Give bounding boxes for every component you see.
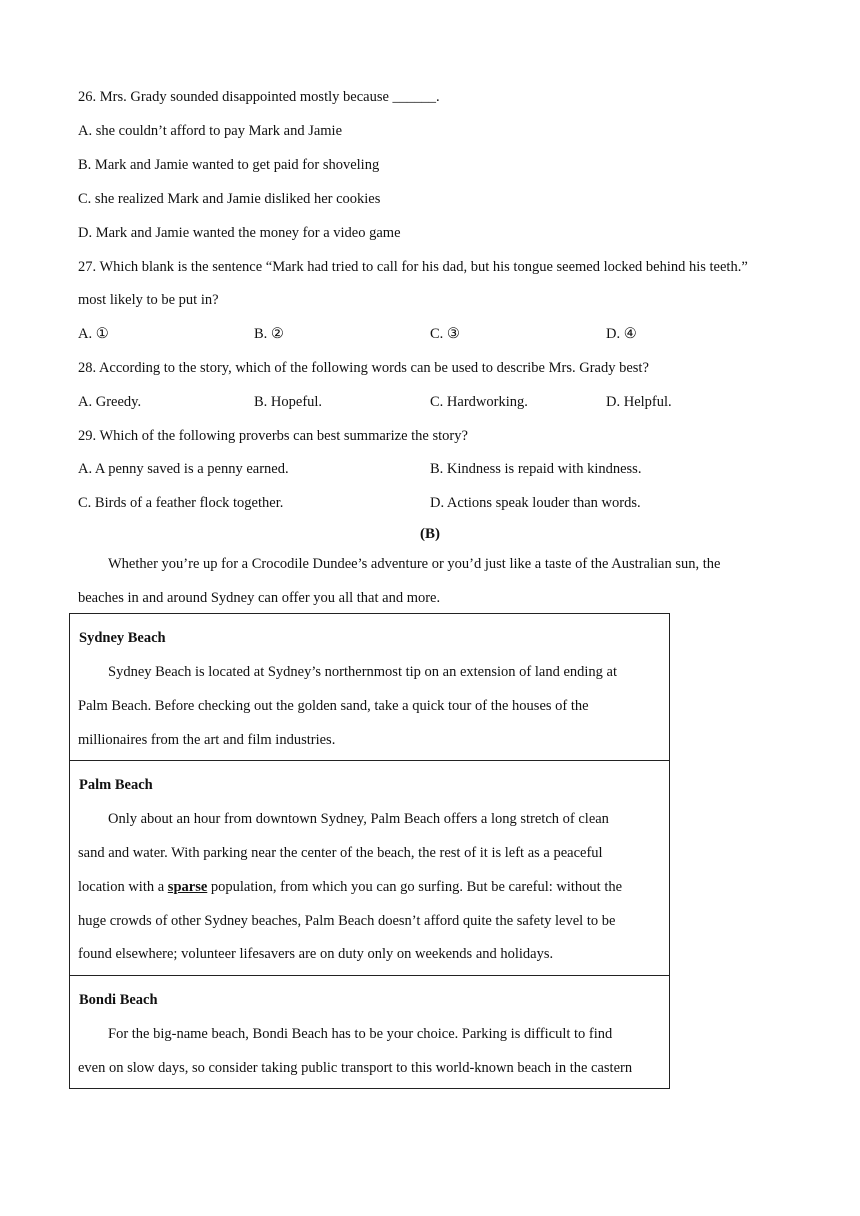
- question-29-option-b: B. Kindness is repaid with kindness.: [430, 461, 642, 477]
- question-28-stem: 28. According to the story, which of the following words can be used to describe Mrs. Grady best?: [78, 360, 649, 376]
- sydney-beach-line1: Sydney Beach is located at Sydney’s northernmost tip on an extension of land ending at: [108, 664, 618, 680]
- question-26-option-d: D. Mark and Jamie wanted the money for a video game: [78, 225, 401, 241]
- palm-beach-line3-pre: location with a: [78, 879, 168, 895]
- question-28-option-c: C. Hardworking.: [430, 394, 528, 410]
- palm-beach-title: Palm Beach: [79, 777, 153, 793]
- bondi-beach-line1: For the big-name beach, Bondi Beach has to be your choice. Parking is difficult to find: [108, 1026, 613, 1042]
- question-27-stem-line2: most likely to be put in?: [78, 292, 219, 308]
- palm-beach-line3: [78, 877, 622, 897]
- section-b-intro-line2: beaches in and around Sydney can offer you all that and more.: [78, 590, 441, 606]
- question-29-option-d: D. Actions speak louder than words.: [430, 495, 641, 511]
- question-28-option-d: D. Helpful.: [606, 394, 672, 410]
- question-27-option-b: B. ②: [254, 326, 284, 342]
- question-26-option-a: A. she couldn’t afford to pay Mark and Jamie: [78, 123, 343, 139]
- question-29-stem: 29. Which of the following proverbs can best summarize the story?: [78, 428, 468, 444]
- palm-beach-line1: Only about an hour from downtown Sydney, Palm Beach offers a long stretch of clean: [108, 811, 609, 827]
- palm-beach-box: [69, 760, 670, 976]
- palm-beach-line2: sand and water. With parking near the center of the beach, the rest of it is left as a peaceful: [78, 845, 603, 861]
- question-27-option-d: D. ④: [606, 326, 637, 342]
- question-27-option-a: A. ①: [78, 326, 109, 342]
- question-26-option-b: B. Mark and Jamie wanted to get paid for shoveling: [78, 157, 380, 173]
- bondi-beach-line2: even on slow days, so consider taking public transport to this world-known beach in the castern: [78, 1060, 633, 1076]
- question-29-option-a: A. A penny saved is a penny earned.: [78, 461, 289, 477]
- palm-beach-line3-post: population, from which you can go surfing. But be careful: without the: [207, 879, 623, 895]
- sydney-beach-title: Sydney Beach: [79, 630, 166, 646]
- question-26-stem: 26. Mrs. Grady sounded disappointed mostly because ______.: [78, 89, 440, 105]
- palm-beach-line5: found elsewhere; volunteer lifesavers are on duty only on weekends and holidays.: [78, 946, 554, 962]
- underlined-word-sparse: sparse: [167, 879, 208, 895]
- sydney-beach-line2: Palm Beach. Before checking out the golden sand, take a quick tour of the houses of the: [78, 698, 589, 714]
- question-26-option-c: C. she realized Mark and Jamie disliked her cookies: [78, 191, 381, 207]
- question-27-option-c: C. ③: [430, 326, 460, 342]
- question-28-option-a: A. Greedy.: [78, 394, 142, 410]
- bondi-beach-title: Bondi Beach: [79, 992, 158, 1008]
- sydney-beach-box: [69, 613, 670, 761]
- sydney-beach-line3: millionaires from the art and film industries.: [78, 732, 336, 748]
- section-b-intro-line1: Whether you’re up for a Crocodile Dundee’s adventure or you’d just like a taste of the Australian sun, the: [108, 556, 721, 572]
- question-27-stem-line1: 27. Which blank is the sentence “Mark had tried to call for his dad, but his tongue seemed locked behind his teeth.”: [78, 259, 748, 275]
- question-29-option-c: C. Birds of a feather flock together.: [78, 495, 284, 511]
- question-28-option-b: B. Hopeful.: [254, 394, 323, 410]
- palm-beach-line4: huge crowds of other Sydney beaches, Palm Beach doesn’t afford quite the safety level to be: [78, 913, 616, 929]
- bondi-beach-box: [69, 975, 670, 1089]
- section-b-title: (B): [420, 526, 440, 542]
